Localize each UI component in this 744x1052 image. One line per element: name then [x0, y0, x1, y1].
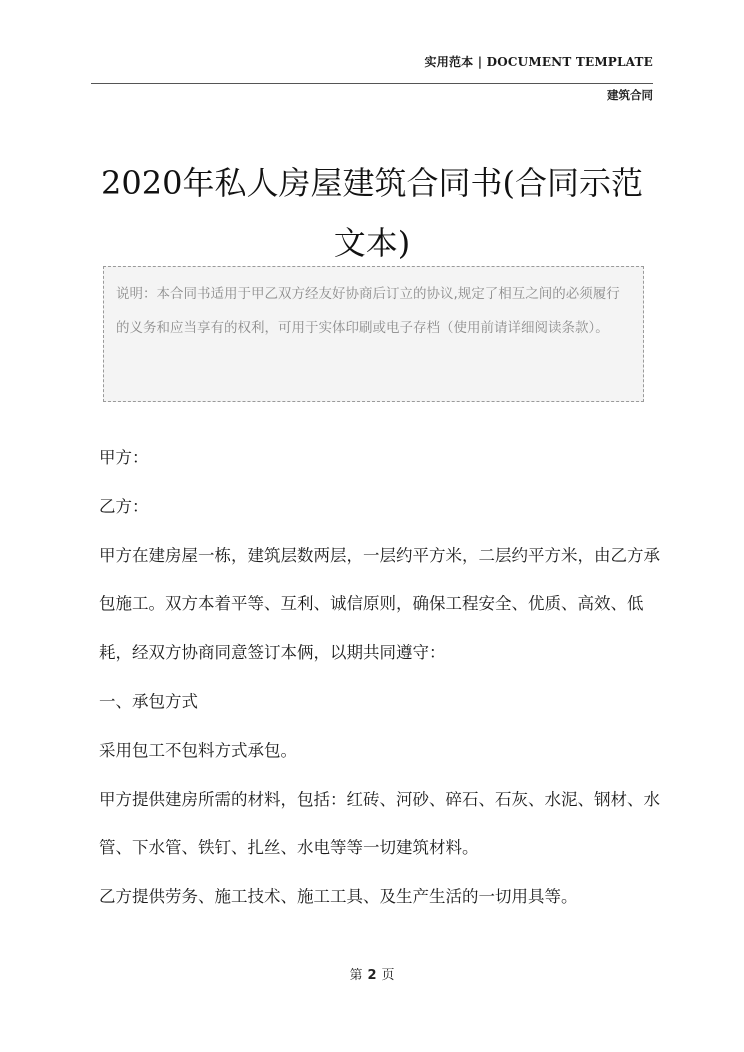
note-text: 说明：本合同书适用于甲乙双方经友好协商后订立的协议,规定了相互之间的必须履行的义务和应当享有的权利，可用于实体印刷或电子存档（使用前请详细阅读条款）。 — [116, 286, 620, 336]
party-a-line: 甲方： — [99, 448, 149, 467]
header-divider — [91, 83, 653, 84]
document-body — [99, 434, 664, 922]
page-number-value: 2 — [367, 968, 377, 983]
header-template-label: 实用范本 | DOCUMENT TEMPLATE — [424, 55, 653, 69]
labor-paragraph: 乙方提供劳务、施工技术、施工工具、及生产生活的一切用具等。 — [99, 887, 578, 907]
contract-method-paragraph: 采用包工不包料方式承包。 — [99, 740, 297, 760]
intro-paragraph: 甲方在建房屋一栋，建筑层数两层，一层约平方米，二层约平方米，由乙方承包施工。双方本着平等、互利、诚信原则，确保工程安全、优质、高效、低耗，经双方协商同意签订本俩，以期共同遵守： — [99, 545, 660, 663]
page-prefix: 第 — [349, 968, 363, 983]
note-box — [103, 266, 644, 402]
page-number — [0, 964, 744, 983]
section-heading: 一、承包方式 — [99, 691, 198, 711]
party-b-line: 乙方： — [99, 496, 149, 516]
page-suffix: 页 — [381, 968, 395, 983]
document-title: 2020年私人房屋建筑合同书(合同示范文本) — [101, 164, 643, 263]
header-category: 建筑合同 — [607, 88, 653, 102]
materials-paragraph: 甲方提供建房所需的材料，包括：红砖、河砂、碎石、石灰、水泥、钢材、水管、下水管、铁钉、扎丝、水电等等一切建筑材料。 — [99, 789, 660, 858]
